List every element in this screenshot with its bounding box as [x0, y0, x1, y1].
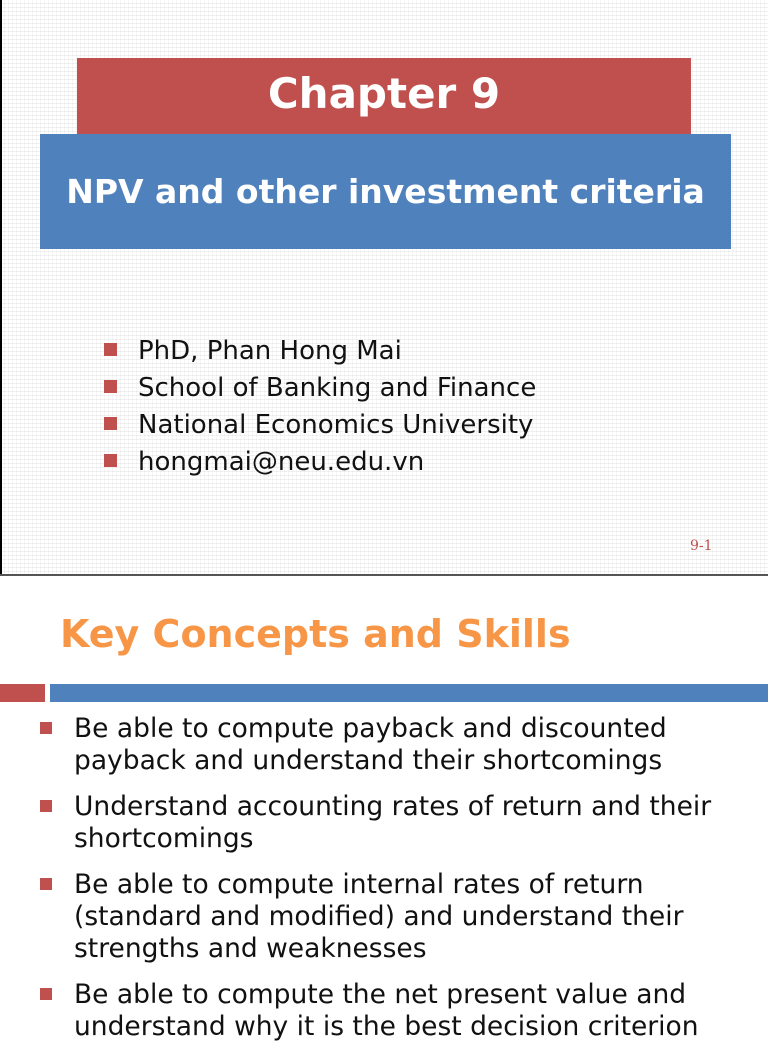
list-item	[38, 713, 758, 777]
square-bullet-icon	[40, 800, 52, 812]
list-item	[104, 370, 536, 407]
concept-text: Be able to compute payback and discounted payback and understand their shortcomings	[74, 713, 667, 776]
author-name: PhD, Phan Hong Mai	[138, 336, 402, 366]
square-bullet-icon	[104, 380, 117, 393]
list-item	[38, 979, 758, 1043]
title-underline-red-bar	[0, 684, 45, 702]
author-email[interactable]: hongmai@neu.edu.vn	[138, 447, 425, 477]
concept-text: Be able to compute internal rates of return (standard and modified) and understand their strengths and weaknesses	[74, 869, 684, 964]
list-item	[104, 333, 536, 370]
square-bullet-icon	[104, 454, 117, 467]
list-item	[38, 869, 758, 965]
chapter-title: Chapter 9	[267, 69, 501, 118]
author-university: National Economics University	[138, 410, 534, 440]
slide-title: Key Concepts and Skills	[60, 612, 571, 656]
subtitle-box	[40, 134, 731, 249]
slide-subtitle: NPV and other investment criteria	[66, 172, 705, 211]
title-underline-blue-bar	[50, 684, 768, 702]
list-item	[104, 407, 536, 444]
concept-text: Understand accounting rates of return and their shortcomings	[74, 791, 712, 854]
square-bullet-icon	[104, 343, 117, 356]
slide-left-border	[0, 0, 2, 576]
square-bullet-icon	[104, 417, 117, 430]
square-bullet-icon	[40, 722, 52, 734]
author-info-list	[104, 333, 536, 481]
list-item	[38, 791, 758, 855]
square-bullet-icon	[40, 878, 52, 890]
concept-text: Be able to compute the net present value and understand why it is the best decision criterion	[74, 979, 699, 1042]
list-item	[104, 444, 536, 481]
chapter-title-box	[77, 58, 691, 134]
key-concepts-slide	[0, 576, 768, 1042]
slide-number: 9-1	[690, 538, 713, 554]
square-bullet-icon	[40, 988, 52, 1000]
author-school: School of Banking and Finance	[138, 373, 537, 403]
key-concepts-list	[38, 713, 758, 1057]
